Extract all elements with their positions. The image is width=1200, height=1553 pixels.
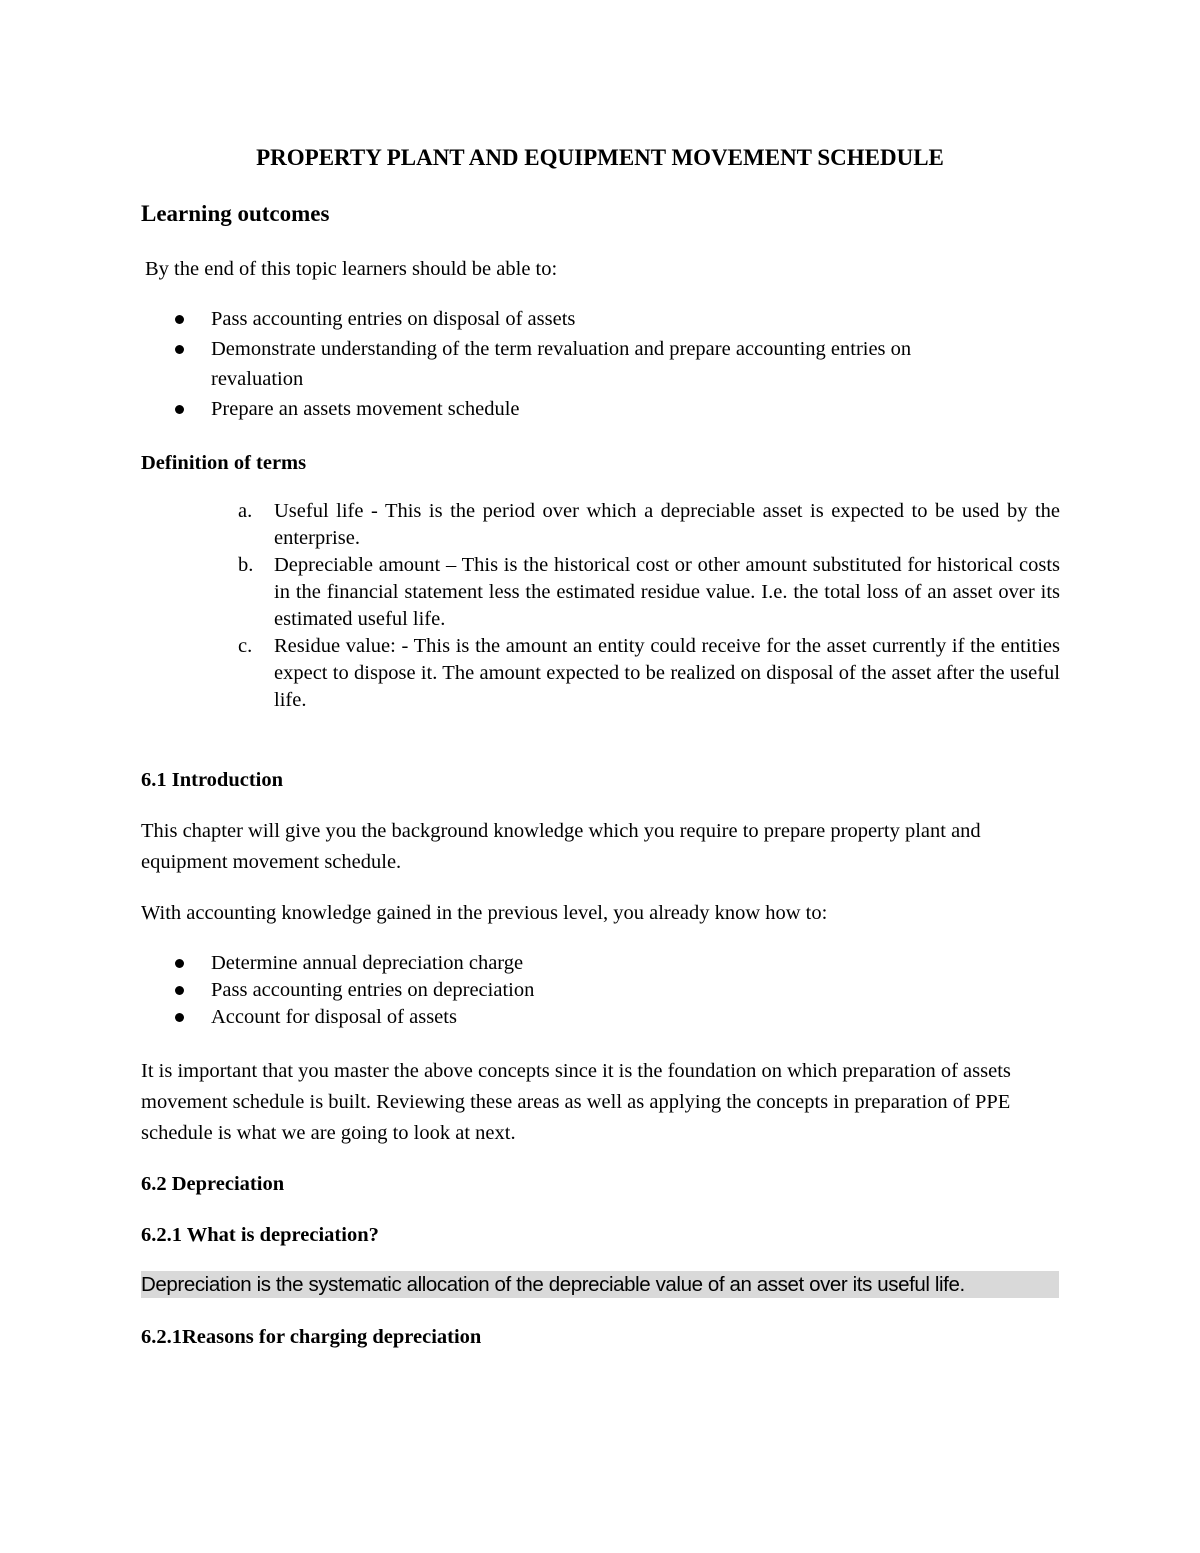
what-is-depreciation-heading: 6.2.1 What is depreciation? <box>141 1224 379 1246</box>
introduction-paragraph-3: It is important that you master the above concepts since it is the foundation on which preparation of assets movement schedule is built. Reviewing these areas as well as applying the concepts in preparation of PPE schedule is what we are going to look at next. <box>141 1060 1011 1144</box>
list-item: Pass accounting entries on disposal of assets <box>141 304 1031 334</box>
bullet-icon <box>175 986 184 995</box>
definitions-list <box>238 498 1060 714</box>
list-item: Account for disposal of assets <box>141 1004 1031 1031</box>
learning-outcomes-heading: Learning outcomes <box>141 201 330 226</box>
list-item: Determine annual depreciation charge <box>141 950 1031 977</box>
definition-item <box>238 498 1060 552</box>
introduction-paragraph-2: With accounting knowledge gained in the previous level, you already know how to: <box>141 902 828 924</box>
definition-text: Residue value: - This is the amount an entity could receive for the asset currently if the entities expect to dispose it. The amount expected to be realized on disposal of the asset after the useful life. <box>274 635 1060 711</box>
definition-item <box>238 633 1060 714</box>
depreciation-definition: Depreciation is the systematic allocation of the depreciable value of an asset over its useful life. <box>141 1271 1059 1298</box>
introduction-paragraph-1: This chapter will give you the background knowledge which you require to prepare property plant and equipment movement schedule. <box>141 820 981 873</box>
definition-text: Useful life - This is the period over which a depreciable asset is expected to be used by the enterprise. <box>274 500 1060 549</box>
document-title: PROPERTY PLANT AND EQUIPMENT MOVEMENT SCHEDULE <box>256 145 944 170</box>
list-item: Demonstrate understanding of the term revaluation and prepare accounting entries on revaluation <box>141 334 971 394</box>
definition-marker: c. <box>238 635 253 657</box>
definition-text: Depreciable amount – This is the historical cost or other amount substituted for historical costs in the financial statement less the estimated residue value. I.e. the total loss of an asset over its estimated useful life. <box>274 554 1060 630</box>
bullet-icon <box>175 1013 184 1022</box>
list-item: Prepare an assets movement schedule <box>141 394 1031 424</box>
definition-marker: b. <box>238 554 254 576</box>
definition-marker: a. <box>238 500 253 522</box>
prior-knowledge-list <box>141 950 1031 1031</box>
bullet-icon <box>175 345 184 354</box>
learning-outcomes-list <box>141 304 1031 424</box>
list-item: Pass accounting entries on depreciation <box>141 977 1031 1004</box>
bullet-icon <box>175 315 184 324</box>
definition-item <box>238 552 1060 633</box>
learning-outcomes-intro: By the end of this topic learners should be able to: <box>145 258 558 280</box>
definitions-heading: Definition of terms <box>141 452 307 474</box>
introduction-heading: 6.1 Introduction <box>141 769 284 791</box>
reasons-heading: 6.2.1Reasons for charging depreciation <box>141 1326 482 1348</box>
bullet-icon <box>175 405 184 414</box>
depreciation-heading: 6.2 Depreciation <box>141 1173 285 1195</box>
bullet-icon <box>175 959 184 968</box>
